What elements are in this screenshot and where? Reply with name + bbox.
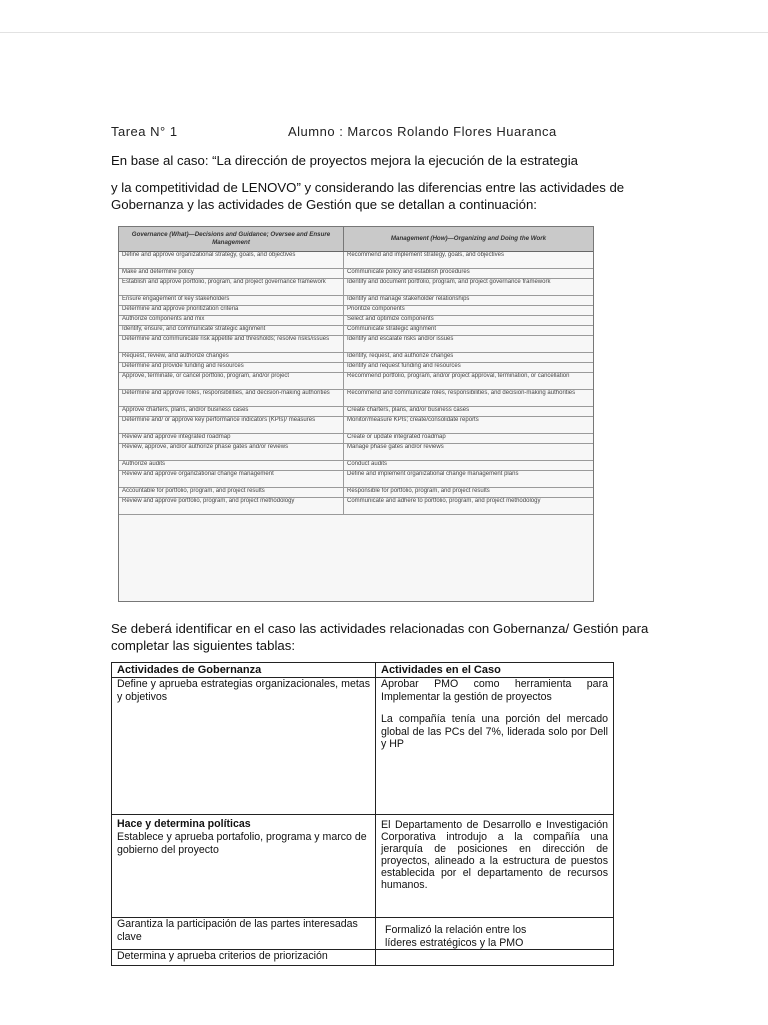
figure-row [119,296,593,306]
gov-activity-text: Determina y aprueba criterios de priorización [117,950,328,962]
figure-body [119,252,593,515]
figure-cell-governance: Approve, terminate, or cancel portfolio, program, and/or project [119,373,344,389]
figure-row [119,336,593,353]
figure-cell-governance: Determine and communicate risk appetite and thresholds; resolve risks/issues [119,336,344,352]
answer-table [111,662,614,966]
figure-row [119,390,593,407]
figure-cell-governance: Authorize audits [119,461,344,470]
figure-cell-management: Identify and manage stakeholder relationships [347,296,470,302]
instructions-line-2: completar las siguientes tablas: [111,638,295,653]
gov-cell[interactable] [112,950,376,966]
figure-cell-governance: Review and approve organizational change management [119,471,344,487]
figure-header-row [119,227,593,252]
figure-cell-management: Recommend and implement strategy, goals, and objectives [347,252,504,258]
figure-cell-governance: Determine and provide funding and resources [119,363,344,372]
figure-cell-governance: Identify, ensure, and communicate strategic alignment [119,326,344,335]
figure-row [119,363,593,373]
figure-cell-governance: Approve charters, plans, and/or business cases [119,407,344,416]
figure-row [119,353,593,363]
figure-cell-governance: Accountable for portfolio, program, and project results [119,488,344,497]
case-cell[interactable] [376,815,614,918]
gov-activity-text: Garantiza la participación de las partes interesadas clave [117,918,358,943]
gov-activity-text: Define y aprueba estrategias organizacionales, metas y objetivos [117,678,370,703]
gov-cell[interactable] [112,815,376,918]
figure-row [119,461,593,471]
figure-header-governance: Governance (What)—Decisions and Guidance; Oversee and Ensure Management [119,227,344,251]
header-case-activities: Actividades en el Caso [376,663,614,678]
figure-cell-management: Select and optimize components [347,316,434,322]
gov-activity-text: Establece y aprueba portafolio, programa y marco de gobierno del proyecto [117,831,367,856]
figure-cell-management: Recommend and communicate roles, responsibilities, and decision-making authorities [347,390,576,396]
header-governance-activities: Actividades de Gobernanza [112,663,376,678]
figure-cell-governance: Review, approve, and/or authorize phase gates and/or reviews [119,444,344,460]
figure-cell-management: Monitor/measure KPIs; create/consolidate reports [347,417,479,423]
case-cell[interactable] [376,950,614,966]
instructions-line-1: Se deberá identificar en el caso las actividades relacionadas con Gobernanza/ Gestión para [111,621,649,636]
figure-cell-management: Communicate strategic alignment [347,326,437,332]
figure-cell-governance: Ensure engagement of key stakeholders [119,296,344,305]
figure-cell-management: Recommend portfolio, program, and/or project approval, termination, or cancellation [347,373,570,379]
student-name: Alumno : Marcos Rolando Flores Huaranca [288,124,557,139]
figure-cell-management: Identify and request funding and resources [347,363,461,369]
figure-cell-management: Define and implement organizational change management plans [347,471,519,477]
figure-row [119,316,593,326]
figure-cell-governance: Make and determine policy [119,269,344,278]
figure-cell-management: Identify and document portfolio, program, and project governance framework [347,279,551,285]
figure-cell-governance: Review and approve integrated roadmap [119,434,344,443]
figure-cell-governance: Determine and/ or approve key performance indicators (KPIs)/ measures [119,417,344,433]
case-activity-text: El Departamento de Desarrollo e Investigación Corporativa introdujo a la compañía una jerarquía de posiciones en dirección de proyectos, alineado a la estructura de puestos establecida por el departamento de recursos humanos. [381,819,608,891]
figure-cell-governance: Determine and approve roles, responsibilities, and decision-making authorities [119,390,344,406]
figure-row [119,417,593,434]
case-activity-text: Formalizó la relación entre los líderes estratégicos y la PMO [385,924,527,949]
figure-cell-governance: Determine and approve prioritization criteria [119,306,344,315]
figure-row [119,434,593,444]
figure-row [119,252,593,269]
figure-row [119,306,593,316]
figure-cell-management: Identify and escalate risks and/or issues [347,336,454,342]
figure-cell-governance: Review and approve portfolio, program, and project methodology [119,498,344,514]
task-number: Tarea N° 1 [111,124,178,139]
table-row [112,678,614,815]
case-activity-text: Aprobar PMO como herramienta para Implementar la gestión de proyectos [381,678,608,703]
table-row [112,950,614,966]
gov-section-title: Hace y determina políticas [117,818,251,830]
gov-cell[interactable] [112,678,376,815]
table-row [112,918,614,950]
figure-row [119,279,593,296]
intro-line-3: Gobernanza y las actividades de Gestión que se detallan a continuación: [111,197,537,212]
figure-cell-governance: Define and approve organizational strategy, goals, and objectives [119,252,344,268]
figure-cell-management: Communicate and adhere to portfolio, program, and project methodology [347,498,541,504]
case-cell[interactable] [376,918,614,950]
answer-table-header [112,663,614,678]
figure-row [119,407,593,417]
figure-cell-management: Create charters, plans, and/or business cases [347,407,470,413]
figure-row [119,269,593,279]
figure-cell-governance: Establish and approve portfolio, program, and project governance framework [119,279,344,295]
case-activity-text: La compañía tenía una porción del mercado global de las PCs del 7%, liderada solo por Dell y HP [381,713,608,750]
table-row [112,815,614,918]
figure-cell-governance: Request, review, and authorize changes [119,353,344,362]
figure-cell-management: Conduct audits [347,461,388,467]
figure-row [119,488,593,498]
figure-row [119,373,593,390]
figure-cell-management: Identify, request, and authorize changes [347,353,454,359]
intro-line-2: y la competitividad de LENOVO” y considerando las diferencias entre las actividades de [111,180,625,195]
figure-cell-management: Responsible for portfolio, program, and project results [347,488,490,494]
figure-cell-governance: Authorize components and mix [119,316,344,325]
governance-management-figure [118,226,594,602]
figure-header-management: Management (How)—Organizing and Doing the Work [390,235,547,242]
gov-cell[interactable] [112,918,376,950]
figure-cell-management: Communicate policy and establish procedures [347,269,470,275]
figure-row [119,326,593,336]
figure-row [119,498,593,515]
figure-row [119,444,593,461]
figure-cell-management: Manage phase gates and/or reviews [347,444,444,450]
intro-line-1: En base al caso: “La dirección de proyectos mejora la ejecución de la estrategia [111,153,578,168]
case-cell[interactable] [376,678,614,815]
figure-row [119,471,593,488]
figure-cell-management: Create or update integrated roadmap [347,434,446,440]
figure-cell-management: Prioritize components [347,306,405,312]
